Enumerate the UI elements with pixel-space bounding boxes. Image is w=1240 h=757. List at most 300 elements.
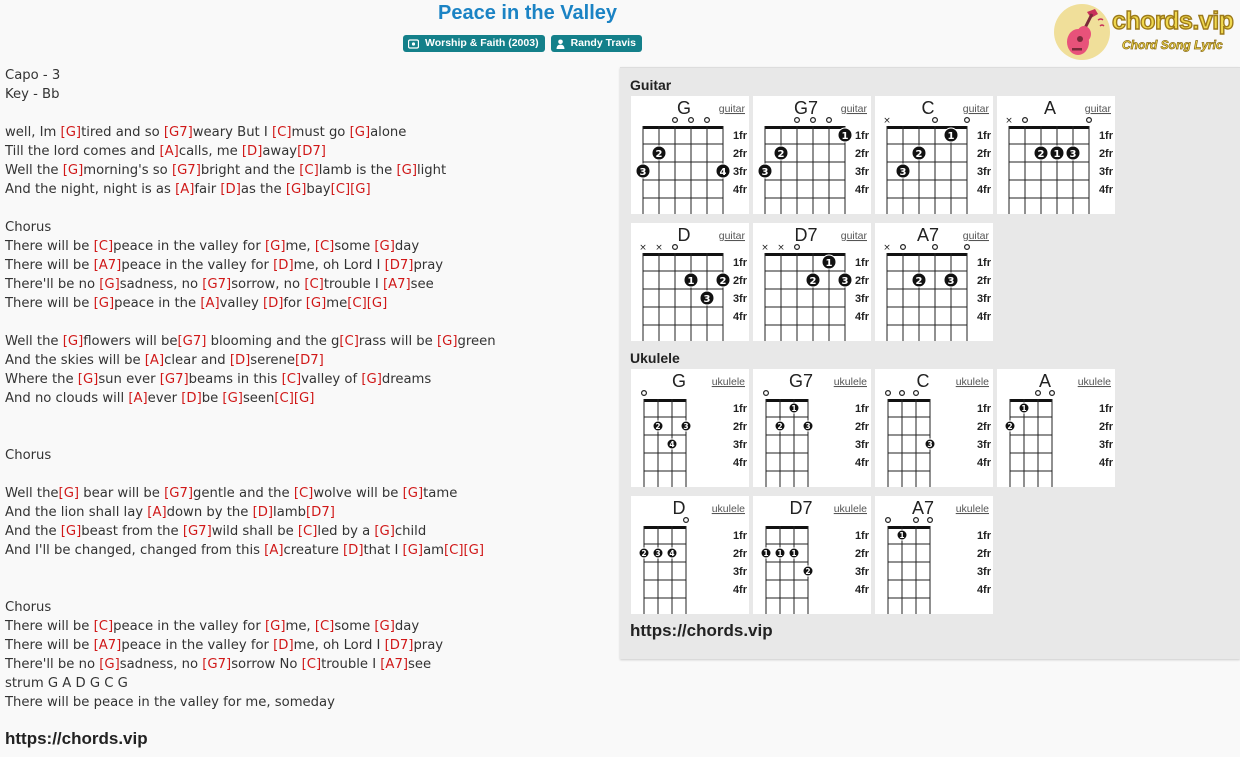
chord-marker[interactable]: [C]	[301, 657, 322, 672]
lyric-line	[5, 636, 605, 655]
fret-label: 4fr	[854, 584, 869, 596]
lyric-text: And I'll be changed, changed from this	[5, 543, 265, 558]
chord-marker[interactable]: [C]	[299, 163, 319, 178]
guitar-chord-diagram	[753, 223, 871, 341]
chord-marker[interactable]: [G]	[463, 543, 485, 558]
lyric-text: tired and so	[81, 125, 164, 140]
chord-marker[interactable]: [G]	[62, 163, 84, 178]
nut	[644, 399, 686, 402]
chord-marker[interactable]: [C]	[314, 239, 335, 254]
chord-marker[interactable]: [G]	[285, 182, 307, 197]
chord-marker[interactable]: [G]	[349, 125, 371, 140]
muted-string-marker: ×	[655, 243, 663, 253]
lyric-text: alone	[370, 125, 407, 140]
chord-marker[interactable]: [G]	[99, 657, 120, 672]
fret-label: 1fr	[732, 530, 747, 542]
guitar-logo-icon	[1060, 8, 1106, 60]
nut	[643, 253, 723, 256]
lyric-text: green	[457, 334, 496, 349]
fret-label: 2fr	[732, 421, 747, 433]
chord-name: A7	[916, 225, 940, 245]
lyric-line	[5, 389, 605, 408]
open-string-marker	[965, 245, 970, 250]
ukulele-chord-card-a[interactable]	[997, 369, 1115, 487]
chord-marker[interactable]: [G7]	[171, 163, 201, 178]
chord-marker[interactable]: [C]	[93, 619, 114, 634]
open-string-marker	[1050, 391, 1055, 396]
fret-label: 4fr	[1098, 457, 1113, 469]
chord-marker[interactable]: [G]	[402, 486, 424, 501]
lyric-text: sadness, no	[119, 657, 203, 672]
lyric-text: see	[407, 657, 432, 672]
chord-marker[interactable]: [G]	[264, 239, 286, 254]
chord-name: D7	[794, 225, 818, 245]
instrument-link[interactable]: ukulele	[711, 376, 745, 388]
chord-marker[interactable]: [A]	[175, 182, 195, 197]
chord-marker[interactable]: [G]	[58, 486, 80, 501]
muted-string-marker: ×	[883, 116, 891, 126]
open-string-marker	[689, 118, 694, 123]
chord-marker[interactable]: [G]	[77, 372, 99, 387]
finger-number: 4	[669, 549, 675, 558]
ukulele-chord-diagram	[997, 369, 1115, 487]
guitar-chord-card-d7[interactable]	[753, 223, 871, 341]
finger-number: 2	[641, 549, 647, 558]
chord-marker[interactable]: [G]	[374, 239, 395, 254]
chord-marker[interactable]: [C]	[444, 543, 464, 558]
lyric-text: me,	[285, 619, 315, 634]
lyric-text: rass will be	[358, 334, 437, 349]
chord-marker[interactable]: [A]	[159, 144, 179, 159]
fret-label: 2fr	[854, 548, 869, 560]
chord-name: C	[921, 98, 935, 118]
lyric-text: away	[262, 144, 298, 159]
chord-marker[interactable]: [A7]	[382, 277, 411, 292]
artist-badge-label: Randy Travis	[570, 37, 636, 49]
fret-label: 2fr	[854, 275, 869, 287]
fret-label: 1fr	[1098, 403, 1113, 415]
guitar-chord-diagram	[875, 96, 993, 214]
chord-marker[interactable]: [C]	[339, 334, 359, 349]
lyric-text: some	[334, 619, 375, 634]
chord-name: A	[1043, 98, 1057, 118]
lyric-text: valley of	[301, 372, 362, 387]
site-logo[interactable]	[1054, 2, 1234, 62]
chord-marker[interactable]: [G7]	[202, 277, 232, 292]
open-string-marker	[827, 118, 832, 123]
fret-label: 2fr	[854, 148, 869, 160]
lyric-text: And the lion shall lay	[5, 505, 148, 520]
chord-marker[interactable]: [G]	[93, 296, 115, 311]
ukulele-chord-card-g[interactable]	[631, 369, 749, 487]
chord-marker[interactable]: [D7]	[294, 353, 324, 368]
lyric-line	[5, 503, 605, 522]
chord-name: A7	[911, 498, 935, 518]
chord-marker[interactable]: [C]	[293, 486, 314, 501]
chord-marker[interactable]: [D]	[252, 505, 274, 520]
fret-label: 1fr	[732, 130, 747, 142]
chord-marker[interactable]: [G]	[402, 543, 424, 558]
chord-marker[interactable]: [A7]	[380, 657, 408, 672]
lyric-text: And the	[5, 524, 61, 539]
chord-marker[interactable]: [G]	[60, 125, 82, 140]
lyric-text: gentle and the	[193, 486, 294, 501]
chord-marker[interactable]: [G]	[99, 277, 120, 292]
fret-label: 4fr	[976, 584, 991, 596]
ukulele-chord-card-d7[interactable]	[753, 496, 871, 614]
lyric-text: bay	[306, 182, 331, 197]
user-icon	[556, 39, 565, 49]
instrument-link[interactable]: ukulele	[833, 376, 867, 388]
fret-label: 4fr	[732, 311, 747, 323]
fret-label: 3fr	[1098, 166, 1113, 178]
lyric-text: blooming and the g	[206, 334, 340, 349]
fret-label: 2fr	[976, 421, 991, 433]
lyric-text: creature	[283, 543, 344, 558]
chord-marker[interactable]: [G]	[361, 372, 382, 387]
lyric-line	[5, 85, 605, 104]
instrument-link[interactable]: ukulele	[1077, 376, 1111, 388]
lyric-text: for	[283, 296, 306, 311]
nut	[887, 126, 967, 129]
chord-marker[interactable]: [G]	[374, 524, 395, 539]
lyric-line	[5, 674, 605, 693]
ukulele-chord-card-g7[interactable]	[753, 369, 871, 487]
lyric-text: sadness, no	[119, 277, 203, 292]
open-string-marker	[914, 518, 919, 523]
lyric-text: Chorus	[5, 448, 52, 463]
lyric-text: There will be	[5, 239, 94, 254]
ukulele-chord-diagram	[753, 369, 871, 487]
ukulele-chord-card-d[interactable]	[631, 496, 749, 614]
chord-marker[interactable]: [G]	[436, 334, 458, 349]
chord-marker[interactable]: [D]	[229, 353, 251, 368]
finger-number: 3	[1069, 149, 1077, 160]
instrument-link[interactable]: guitar	[1084, 103, 1111, 115]
finger-number: 3	[899, 167, 907, 178]
chord-marker[interactable]: [G]	[350, 182, 371, 197]
chord-marker[interactable]: [A7]	[93, 638, 122, 653]
chord-marker[interactable]: [D]	[262, 296, 284, 311]
finger-number: 3	[841, 276, 849, 287]
lyric-line	[5, 142, 605, 161]
open-string-marker	[914, 391, 919, 396]
instrument-link[interactable]: ukulele	[711, 503, 745, 515]
chord-name: D	[672, 498, 686, 518]
chord-marker[interactable]: [G]	[366, 296, 388, 311]
instrument-link[interactable]: guitar	[718, 230, 745, 242]
guitar-section-title: Guitar	[630, 77, 672, 93]
finger-number: 3	[927, 440, 933, 449]
lyric-text: sun ever	[98, 372, 160, 387]
lyric-text: as the	[240, 182, 286, 197]
fret-label: 1fr	[1098, 130, 1113, 142]
lyric-line	[5, 123, 605, 142]
guitar-chord-card-c[interactable]	[875, 96, 993, 214]
lyric-text: fair	[194, 182, 221, 197]
lyric-text: valley	[219, 296, 263, 311]
lyric-text: flowers will be	[83, 334, 178, 349]
lyric-line	[5, 370, 605, 389]
chord-marker[interactable]: [G7]	[177, 334, 207, 349]
instrument-link[interactable]: ukulele	[833, 503, 867, 515]
lyric-text: Well the	[5, 163, 63, 178]
fret-label: 1fr	[854, 130, 869, 142]
finger-number: 2	[777, 149, 785, 160]
lyric-text: well, Im	[5, 125, 61, 140]
chord-marker[interactable]: [A]	[147, 505, 167, 520]
finger-number: 2	[809, 276, 817, 287]
chord-marker[interactable]: [D]	[273, 638, 294, 653]
ukulele-chord-card-a7[interactable]	[875, 496, 993, 614]
guitar-chord-card-a7[interactable]	[875, 223, 993, 341]
chord-marker[interactable]: [G7]	[202, 657, 232, 672]
fret-label: 4fr	[854, 184, 869, 196]
open-string-marker	[673, 118, 678, 123]
album-icon	[408, 39, 419, 49]
lyric-text: lamb is the	[318, 163, 397, 178]
instrument-link[interactable]: ukulele	[955, 376, 989, 388]
lyric-text: led by a	[317, 524, 375, 539]
lyric-text: strum G A D G C G	[5, 676, 128, 691]
lyric-line	[5, 180, 605, 199]
guitar-chord-card-g7[interactable]	[753, 96, 871, 214]
lyric-text: weary But I	[192, 125, 272, 140]
fret-label: 4fr	[976, 311, 991, 323]
lyric-text: Chorus	[5, 600, 52, 615]
fret-label: 3fr	[976, 293, 991, 305]
lyric-text: that I	[363, 543, 403, 558]
chord-marker[interactable]: [C]	[347, 296, 367, 311]
lyric-text: me	[326, 296, 348, 311]
chord-marker[interactable]: [G7]	[159, 372, 189, 387]
chord-marker[interactable]: [A]	[128, 391, 148, 406]
lyric-line	[5, 541, 605, 560]
lyric-text: me, oh Lord I	[293, 638, 385, 653]
chord-marker[interactable]: [D7]	[297, 144, 326, 159]
chord-marker[interactable]: [G]	[293, 391, 315, 406]
chord-marker[interactable]: [D]	[220, 182, 241, 197]
guitar-chord-diagram	[631, 96, 749, 214]
finger-number: 1	[687, 276, 695, 287]
nut	[765, 126, 845, 129]
instrument-link[interactable]: guitar	[840, 103, 867, 115]
footer-url[interactable]: https://chords.vip	[5, 729, 148, 748]
chord-marker[interactable]: [C]	[297, 524, 318, 539]
lyric-text: light	[416, 163, 447, 178]
chord-marker[interactable]: [G]	[60, 524, 82, 539]
fret-label: 3fr	[976, 166, 991, 178]
finger-number: 2	[915, 276, 923, 287]
open-string-marker	[764, 391, 769, 396]
blank-line	[5, 579, 605, 598]
chord-marker[interactable]: [C]	[281, 372, 302, 387]
blank-line	[5, 465, 605, 484]
chord-marker[interactable]: [D]	[241, 144, 263, 159]
lyric-text: me,	[285, 239, 315, 254]
lyric-line	[5, 351, 605, 370]
chord-marker[interactable]: [C]	[330, 182, 351, 197]
chord-marker[interactable]: [D]	[181, 391, 202, 406]
chord-marker[interactable]: [D]	[343, 543, 364, 558]
chord-marker[interactable]: [G]	[374, 619, 395, 634]
lyric-text: down by the	[166, 505, 253, 520]
chord-name: D7	[789, 498, 813, 518]
lyric-text: Capo - 3	[5, 68, 61, 83]
ukulele-chord-card-c[interactable]	[875, 369, 993, 487]
artist-badge[interactable]	[551, 35, 642, 52]
muted-string-marker: ×	[1005, 116, 1013, 126]
lyric-text: see	[410, 277, 434, 292]
fret-label: 2fr	[976, 275, 991, 287]
lyric-line	[5, 294, 605, 313]
fret-label: 2fr	[854, 421, 869, 433]
lyric-line	[5, 256, 605, 275]
chord-marker[interactable]: [C]	[274, 391, 294, 406]
chord-marker[interactable]: [D7]	[384, 258, 414, 273]
chord-marker[interactable]: [G7]	[163, 125, 193, 140]
finger-number: 3	[761, 167, 769, 178]
finger-number: 2	[777, 422, 783, 431]
lyric-text: sorrow No	[231, 657, 302, 672]
lyric-text: And the night, night is as	[5, 182, 176, 197]
chord-marker[interactable]: [D]	[273, 258, 294, 273]
lyric-text: Chorus	[5, 220, 52, 235]
fret-label: 3fr	[976, 439, 991, 451]
chord-marker[interactable]: [C]	[93, 239, 114, 254]
lyric-text: And the skies will be	[5, 353, 145, 368]
open-string-marker	[673, 245, 678, 250]
fret-label: 3fr	[976, 566, 991, 578]
chord-marker[interactable]: [G]	[264, 619, 286, 634]
nut	[644, 526, 686, 529]
chord-marker[interactable]: [G]	[222, 391, 243, 406]
lyric-text: ever	[147, 391, 182, 406]
finger-number: 3	[683, 422, 689, 431]
fret-label: 1fr	[732, 403, 747, 415]
instrument-link[interactable]: ukulele	[955, 503, 989, 515]
open-string-marker	[705, 118, 710, 123]
finger-number: 2	[1007, 422, 1013, 431]
finger-number: 2	[805, 567, 811, 576]
lyric-line	[5, 332, 605, 351]
fret-label: 2fr	[1098, 148, 1113, 160]
lyric-text: There will be	[5, 258, 94, 273]
chord-marker[interactable]: [A]	[144, 353, 165, 368]
nut	[1010, 399, 1052, 402]
fret-label: 1fr	[732, 257, 747, 269]
finger-number: 2	[915, 149, 923, 160]
lyric-text: bear will be	[79, 486, 165, 501]
instrument-link[interactable]: guitar	[840, 230, 867, 242]
lyric-text: trouble I	[323, 277, 383, 292]
lyric-text: calls, me	[178, 144, 242, 159]
open-string-marker	[684, 518, 689, 523]
fret-label: 1fr	[976, 403, 991, 415]
finger-number: 2	[719, 276, 727, 287]
guitar-chord-card-a[interactable]	[997, 96, 1115, 214]
lyric-text: peace in the valley for	[121, 638, 274, 653]
fret-label: 3fr	[732, 566, 747, 578]
chord-marker[interactable]: [C]	[304, 277, 324, 292]
logo-tagline: Chord Song Lyric	[1122, 38, 1223, 52]
open-string-marker	[795, 118, 800, 123]
lyric-text: Well the	[5, 486, 59, 501]
chord-marker[interactable]: [G7]	[164, 486, 193, 501]
lyric-text: There will be	[5, 296, 94, 311]
chord-marker[interactable]: [G7]	[182, 524, 212, 539]
chord-marker[interactable]: [G]	[305, 296, 327, 311]
instrument-link[interactable]: guitar	[962, 103, 989, 115]
nut	[1009, 126, 1089, 129]
chord-marker[interactable]: [C]	[314, 619, 335, 634]
open-string-marker	[928, 518, 933, 523]
finger-number: 2	[1037, 149, 1045, 160]
song-title: Peace in the Valley	[438, 2, 617, 24]
finger-number: 3	[703, 294, 711, 305]
blank-line	[5, 199, 605, 218]
chord-marker[interactable]: [A]	[200, 296, 220, 311]
chord-marker[interactable]: [G]	[62, 334, 84, 349]
lyric-text: day	[394, 619, 420, 634]
chord-name: G7	[788, 371, 814, 391]
chord-marker[interactable]: [D7]	[384, 638, 414, 653]
panel-url[interactable]: https://chords.vip	[630, 621, 773, 640]
finger-number: 1	[791, 549, 797, 558]
chord-marker[interactable]: [G]	[396, 163, 417, 178]
fret-label: 2fr	[732, 275, 747, 287]
instrument-link[interactable]: guitar	[962, 230, 989, 242]
chord-marker[interactable]: [A]	[264, 543, 284, 558]
guitar-chord-card-d[interactable]	[631, 223, 749, 341]
fret-label: 3fr	[854, 166, 869, 178]
open-string-marker	[933, 118, 938, 123]
finger-number: 1	[841, 131, 849, 142]
lyric-text: clear and	[164, 353, 230, 368]
lyric-text: wolve will be	[313, 486, 403, 501]
lyric-line	[5, 617, 605, 636]
instrument-link[interactable]: guitar	[718, 103, 745, 115]
chord-name: G7	[793, 98, 819, 118]
lyric-text: There'll be no	[5, 657, 100, 672]
ukulele-section-title: Ukulele	[630, 350, 680, 366]
open-string-marker	[811, 118, 816, 123]
lyric-text: dreams	[381, 372, 432, 387]
fret-label: 2fr	[732, 148, 747, 160]
ukulele-chord-diagram	[631, 369, 749, 487]
chord-marker[interactable]: [C]	[272, 125, 292, 140]
lyric-line	[5, 598, 605, 617]
lyric-line	[5, 446, 605, 465]
open-string-marker	[933, 245, 938, 250]
lyric-text: beast from the	[81, 524, 183, 539]
fret-label: 1fr	[854, 530, 869, 542]
open-string-marker	[1087, 118, 1092, 123]
nut	[766, 399, 808, 402]
chord-marker[interactable]: [A7]	[93, 258, 122, 273]
album-badge[interactable]	[403, 35, 545, 52]
chord-marker[interactable]: [D7]	[306, 505, 335, 520]
lyric-line	[5, 275, 605, 294]
lyric-line	[5, 693, 605, 712]
finger-number: 1	[1053, 149, 1061, 160]
lyric-text: Well the	[5, 334, 63, 349]
finger-number: 3	[947, 276, 955, 287]
finger-number: 3	[639, 167, 647, 178]
nut	[765, 253, 845, 256]
guitar-chord-card-g[interactable]	[631, 96, 749, 214]
fret-label: 1fr	[854, 257, 869, 269]
